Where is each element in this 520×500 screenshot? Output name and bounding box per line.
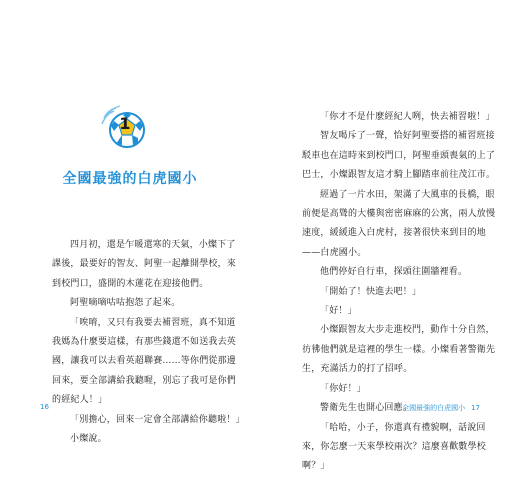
paragraph: 小燦跟智友大步走進校門，動作十分自然，彷彿他們就是這裡的學生一樣。小燦看著警衛先生，充滿活力的打了招呼。 xyxy=(302,325,496,375)
left-body-text xyxy=(52,236,245,449)
paragraph: 「唉唷，又只有我要去補習班，真不知道我媽為什麼要這樣，有那些錢還不如送我去英國，讓我可以去看英超聯賽……等你們從那邊回來，要全部講給我聽喔，別忘了我可是你們的經紀人！」 xyxy=(52,317,237,406)
page-number: 16 xyxy=(40,403,49,411)
paragraph: 「別擔心，回來一定會全部講給你聽啦！」 xyxy=(70,414,245,425)
right-page xyxy=(260,0,520,500)
paragraph: 「你才不是什麼經紀人咧，快去補習啦！」 xyxy=(320,112,495,122)
right-body-text xyxy=(302,108,498,477)
paragraph: 他們停好自行車，探頭往圍牆裡看。 xyxy=(320,267,468,278)
paragraph: 「哈哈，小子，你還真有禮貌啊，話說回來，你怎麼一天來學校兩次？這麼喜歡數學校啊？」 xyxy=(302,422,487,472)
paragraph: 阿聖嘀嘀咕咕抱怨了起來。 xyxy=(70,298,181,309)
paragraph: 智友喝斥了一聲，恰好阿聖要搭的補習班接駁車也在這時來到校門口，阿聖垂頭喪氣的上了巴士，小燦跟智友這才騎上腳踏車前往茂江市。 xyxy=(302,131,496,181)
paragraph: 「好！」 xyxy=(320,306,357,317)
page-number: 17 xyxy=(471,404,480,412)
running-title: 全國最強的白虎國小 xyxy=(402,404,466,412)
paragraph: 警衛先生也開心回應。 xyxy=(320,403,413,414)
paragraph: 「你好！」 xyxy=(320,383,367,394)
chapter-title: 全國最強的白虎國小 xyxy=(62,171,198,187)
paragraph: 「開始了！快進去吧！」 xyxy=(320,286,422,297)
paragraph: 小燦說。 xyxy=(70,434,107,445)
paragraph: 四月初，還是乍暖還寒的天氣，小燦下了課後，最要好的智友、阿聖一起離開學校，來到校門口，盛開的木蓮花在迎接他們。 xyxy=(52,240,237,289)
running-footer xyxy=(396,403,480,413)
chapter-number: 1 xyxy=(119,114,131,133)
soccer-ball-icon xyxy=(100,104,150,152)
paragraph: 經過了一片水田，架滿了大風車的長橋，眼前便是高聳的大樓與密密麻麻的公寓，兩人放慢速度，緩緩進入白虎村，接著很快來到目的地——白虎國小。 xyxy=(302,189,496,258)
